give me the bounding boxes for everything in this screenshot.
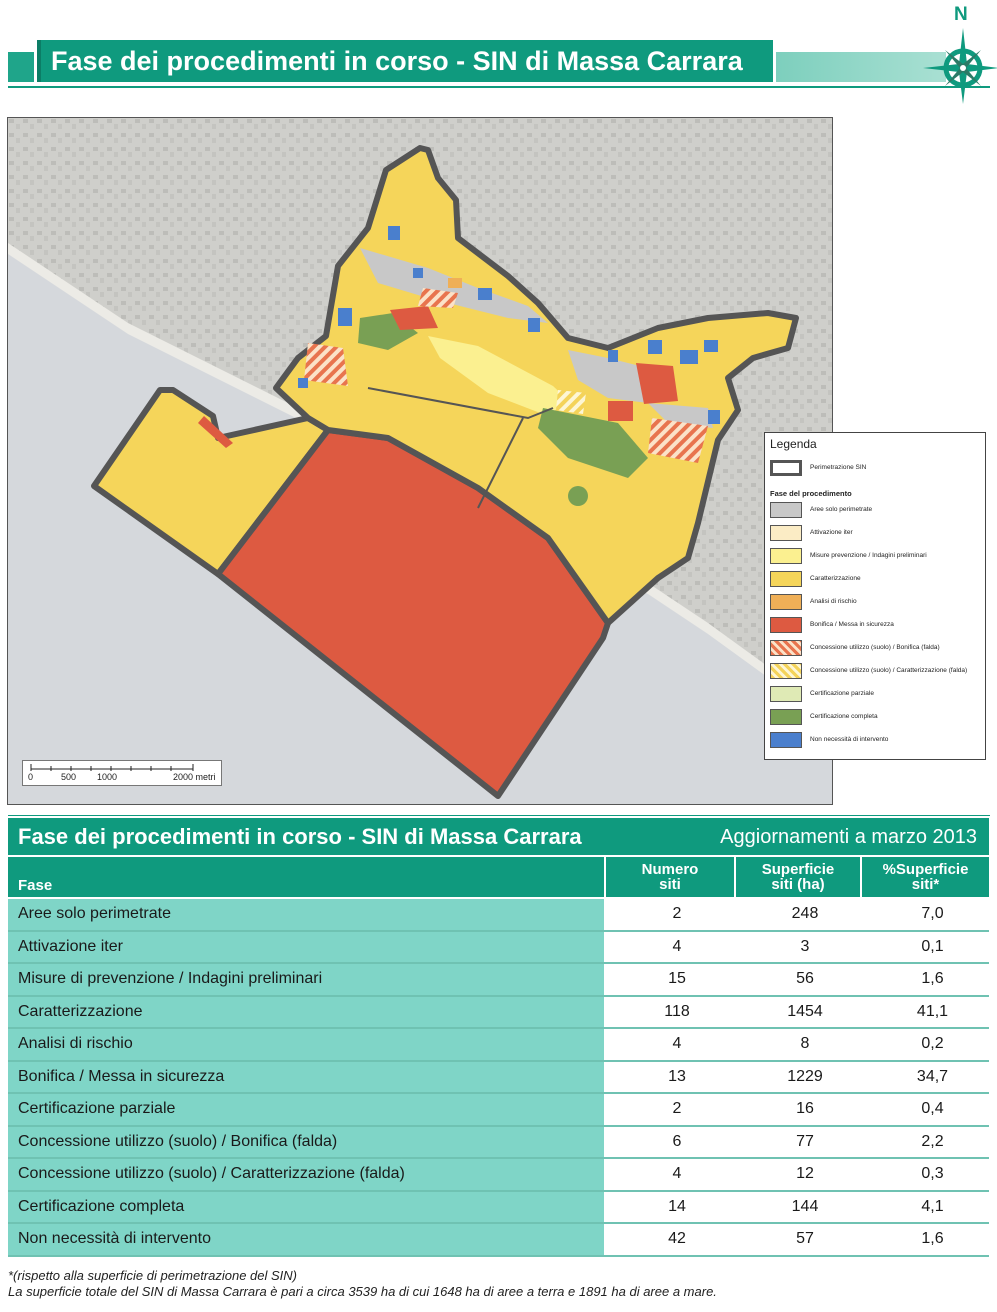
map-zone-hatch-yellow-1[interactable]	[556, 390, 586, 414]
table-row	[8, 1159, 989, 1192]
cell-fase: Certificazione parziale	[8, 1094, 604, 1125]
cell-percent: 7,0	[862, 899, 989, 930]
legend-swatch	[770, 502, 802, 518]
legend-label: Aree solo perimetrate	[810, 506, 873, 513]
legend-label: Concessione utilizzo (suolo) / Caratterizzazione (falda)	[810, 667, 968, 674]
cell-superficie: 3	[736, 932, 860, 963]
cell-fase: Misure di prevenzione / Indagini preliminari	[8, 964, 604, 995]
legend-label: Misure prevenzione / Indagini preliminari	[810, 552, 927, 559]
cell-superficie: 16	[736, 1094, 860, 1125]
legend-swatch	[770, 548, 802, 564]
legend-swatch	[770, 663, 802, 679]
cell-superficie: 77	[736, 1127, 860, 1158]
cell-fase: Certificazione completa	[8, 1192, 604, 1223]
sin-map[interactable]	[8, 118, 832, 804]
cell-superficie: 1229	[736, 1062, 860, 1093]
legend-swatch	[770, 525, 802, 541]
legend-label: Certificazione parziale	[810, 690, 874, 697]
cell-superficie: 8	[736, 1029, 860, 1060]
table-row	[8, 964, 989, 997]
cell-numero: 15	[606, 964, 734, 995]
cell-superficie: 57	[736, 1224, 860, 1255]
legend-section-title: Fase del procedimento	[770, 489, 852, 498]
legend-label: Non necessità di intervento	[810, 736, 889, 743]
cell-numero: 13	[606, 1062, 734, 1093]
cell-superficie: 12	[736, 1159, 860, 1190]
cell-numero: 2	[606, 899, 734, 930]
scale-label-0: 0	[28, 772, 34, 782]
cell-percent: 0,1	[862, 932, 989, 963]
legend-swatch	[770, 709, 802, 725]
scale-bar	[22, 760, 222, 786]
legend-item	[770, 571, 982, 589]
cell-numero: 2	[606, 1094, 734, 1125]
cell-superficie: 144	[736, 1192, 860, 1223]
legend-item	[770, 640, 982, 658]
table-row	[8, 1062, 989, 1095]
cell-fase: Analisi di rischio	[8, 1029, 604, 1060]
cell-superficie: 56	[736, 964, 860, 995]
footnotes	[8, 1268, 717, 1300]
col-header-numero: Numero siti	[606, 857, 734, 897]
footnote-1: *(rispetto alla superficie di perimetrazione del SIN)	[8, 1268, 298, 1283]
legend-swatch	[770, 732, 802, 748]
cell-percent: 1,6	[862, 964, 989, 995]
cell-fase: Concessione utilizzo (suolo) / Bonifica (falda)	[8, 1127, 604, 1158]
table-row	[8, 1127, 989, 1160]
legend-item	[770, 594, 982, 612]
page-title: Fase dei procedimenti in corso - SIN di Massa Carrara	[37, 40, 773, 82]
table-row	[8, 1192, 989, 1225]
cell-percent: 0,2	[862, 1029, 989, 1060]
cell-percent: 0,3	[862, 1159, 989, 1190]
table-row	[8, 1224, 989, 1257]
compass-north-label: N	[954, 4, 968, 25]
cell-numero: 4	[606, 1159, 734, 1190]
legend-label: Bonifica / Messa in sicurezza	[810, 621, 894, 628]
cell-percent: 41,1	[862, 997, 989, 1028]
table-row	[8, 899, 989, 932]
header-accent-left	[8, 52, 34, 82]
row-divider	[8, 1255, 989, 1257]
legend-label: Analisi di rischio	[810, 598, 857, 605]
legend-label: Caratterizzazione	[810, 575, 861, 582]
map-panel[interactable]	[7, 117, 833, 805]
map-zone-orange[interactable]	[448, 278, 462, 288]
table-top-rule	[8, 815, 990, 816]
cell-fase: Concessione utilizzo (suolo) / Caratterizzazione (falda)	[8, 1159, 604, 1190]
table-row	[8, 932, 989, 965]
cell-numero: 42	[606, 1224, 734, 1255]
cell-fase: Bonifica / Messa in sicurezza	[8, 1062, 604, 1093]
cell-superficie: 248	[736, 899, 860, 930]
cell-fase: Aree solo perimetrate	[8, 899, 604, 930]
legend-item	[770, 548, 982, 566]
scale-label-1000: 1000	[97, 772, 118, 782]
table-row	[8, 997, 989, 1030]
cell-fase: Attivazione iter	[8, 932, 604, 963]
cell-percent: 34,7	[862, 1062, 989, 1093]
cell-numero: 14	[606, 1192, 734, 1223]
map-zone-red-3[interactable]	[608, 401, 633, 421]
legend-item	[770, 663, 982, 681]
footnote-2: La superficie totale del SIN di Massa Carrara è pari a circa 3539 ha di cui 1648 ha di aree a terra e 1891 ha di aree a mare.	[8, 1284, 717, 1299]
cell-percent: 1,6	[862, 1224, 989, 1255]
compass-rose-icon	[919, 4, 997, 104]
col-header-superficie: Superficie siti (ha)	[736, 857, 860, 897]
table-title: Fase dei procedimenti in corso - SIN di Massa Carrara	[18, 824, 582, 849]
table-body	[8, 899, 989, 1257]
cell-superficie: 1454	[736, 997, 860, 1028]
legend-item	[770, 709, 982, 727]
legend-swatch	[770, 460, 802, 476]
header-rule	[8, 86, 990, 88]
legend-swatch	[770, 640, 802, 656]
legend-swatch	[770, 617, 802, 633]
legend-label: Certificazione completa	[810, 713, 878, 720]
legend-swatch	[770, 686, 802, 702]
cell-percent: 0,4	[862, 1094, 989, 1125]
col-header-fase: Fase	[8, 857, 604, 897]
legend-item-perimeter	[770, 460, 982, 478]
map-zone-green-2[interactable]	[568, 486, 588, 506]
cell-numero: 118	[606, 997, 734, 1028]
map-zone-hatch-red-1[interactable]	[304, 343, 348, 386]
legend-item	[770, 617, 982, 635]
cell-fase: Non necessità di intervento	[8, 1224, 604, 1255]
table-update-date: Aggiornamenti a marzo 2013	[720, 826, 977, 848]
legend-item	[770, 732, 982, 750]
table-row	[8, 1094, 989, 1127]
cell-numero: 4	[606, 932, 734, 963]
legend-label: Concessione utilizzo (suolo) / Bonifica (falda)	[810, 644, 940, 651]
legend-title: Legenda	[770, 437, 817, 451]
legend-label: Perimetrazione SIN	[810, 464, 867, 471]
legend-item	[770, 502, 982, 520]
legend-item	[770, 686, 982, 704]
cell-fase: Caratterizzazione	[8, 997, 604, 1028]
legend-item	[770, 525, 982, 543]
table-header	[8, 857, 989, 897]
cell-numero: 4	[606, 1029, 734, 1060]
cell-percent: 4,1	[862, 1192, 989, 1223]
table-row	[8, 1029, 989, 1062]
legend-swatch	[770, 594, 802, 610]
col-header-percent: %Superficie siti*	[862, 857, 989, 897]
legend-swatch	[770, 571, 802, 587]
table-title-bar	[8, 818, 989, 855]
scale-label-2000: 2000 metri	[173, 772, 216, 782]
legend-label: Attivazione iter	[810, 529, 853, 536]
scale-label-500: 500	[61, 772, 77, 782]
cell-percent: 2,2	[862, 1127, 989, 1158]
map-legend	[764, 432, 986, 760]
cell-numero: 6	[606, 1127, 734, 1158]
